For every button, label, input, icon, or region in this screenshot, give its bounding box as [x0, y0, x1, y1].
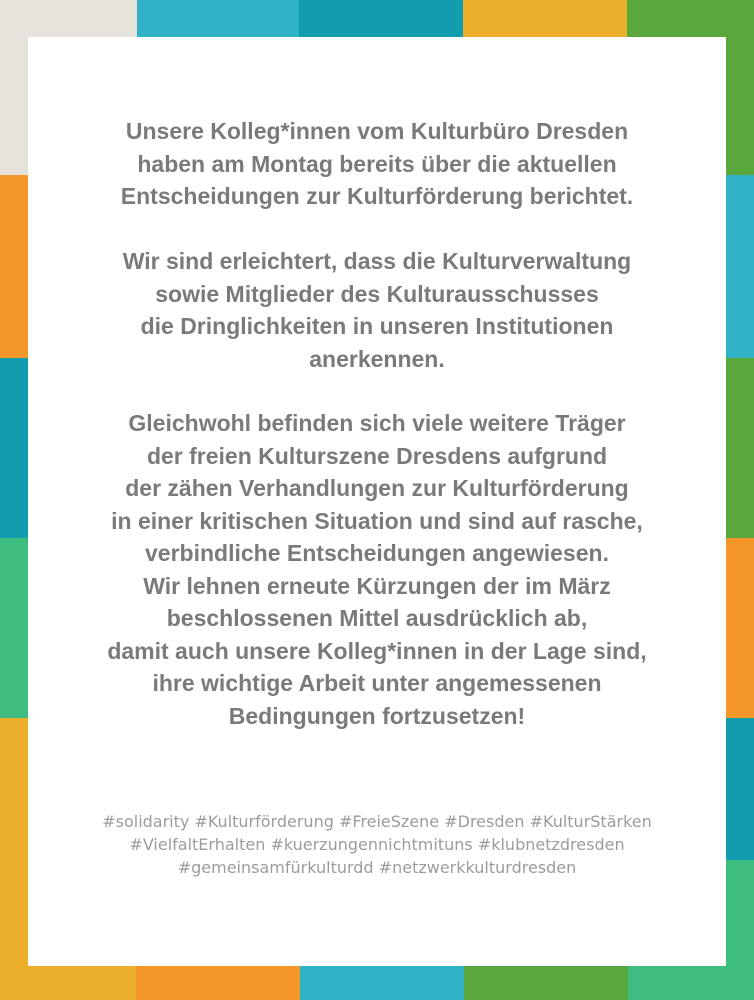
- text-line: anerkennen.: [309, 345, 445, 372]
- border-tile: [0, 175, 28, 358]
- border-tile: [463, 0, 627, 37]
- hashtag-line: #VielfaltErhalten #kuerzungennichtmituns #klubnetzdresden: [129, 835, 625, 854]
- hashtag-line: #gemeinsamfürkulturdd #netzwerkkulturdresden: [177, 858, 577, 877]
- border-tile: [726, 860, 754, 1000]
- border-tile: [726, 175, 754, 358]
- text-line: in einer kritischen Situation und sind auf rasche,: [111, 507, 643, 534]
- statement-card: [28, 37, 726, 966]
- text-line: verbindliche Entscheidungen angewiesen.: [145, 540, 609, 566]
- border-tile: [726, 538, 754, 718]
- border-tile: [136, 966, 300, 1000]
- text-line: Gleichwohl befinden sich viele weitere Träger: [128, 410, 626, 436]
- paragraph-demands: [28, 407, 726, 732]
- text-line: der zähen Verhandlungen zur Kulturförderung: [125, 475, 629, 501]
- text-line: Unsere Kolleg*innen vom Kulturbüro Dresden: [125, 118, 629, 144]
- border-tile: [628, 966, 726, 1000]
- text-line: die Dringlichkeiten in unseren Institutionen: [140, 313, 614, 339]
- border-tile: [299, 0, 463, 37]
- text-line: beschlossenen Mittel ausdrücklich ab,: [166, 605, 588, 631]
- text-line: ihre wichtige Arbeit unter angemessenen: [152, 670, 602, 696]
- border-tile: [28, 966, 136, 1000]
- border-tile: [726, 358, 754, 538]
- border-tile: [464, 966, 628, 1000]
- text-line: haben am Montag bereits über die aktuellen: [137, 150, 617, 177]
- border-tile: [0, 538, 28, 718]
- text-line: Entscheidungen zur Kulturförderung berichtet.: [120, 183, 634, 209]
- border-tile: [726, 718, 754, 860]
- border-tile: [0, 358, 28, 538]
- text-line: sowie Mitglieder des Kulturausschusses: [155, 280, 599, 307]
- border-tile: [0, 718, 28, 1000]
- paragraph-intro: [28, 115, 726, 213]
- text-line: damit auch unsere Kolleg*innen in der Lage sind,: [107, 637, 647, 664]
- text-line: Bedingungen fortzusetzen!: [228, 702, 526, 729]
- text-line: der freien Kulturszene Dresdens aufgrund: [146, 442, 608, 469]
- text-line: Wir lehnen erneute Kürzungen der im März: [143, 572, 611, 599]
- border-tile: [137, 0, 299, 37]
- border-tile: [300, 966, 464, 1000]
- hashtag-block: [28, 810, 726, 879]
- hashtag-line: #solidarity #Kulturförderung #FreieSzene #Dresden #KulturStärken: [102, 812, 652, 831]
- text-line: Wir sind erleichtert, dass die Kulturverwaltung: [122, 248, 632, 274]
- paragraph-relief: [28, 245, 726, 375]
